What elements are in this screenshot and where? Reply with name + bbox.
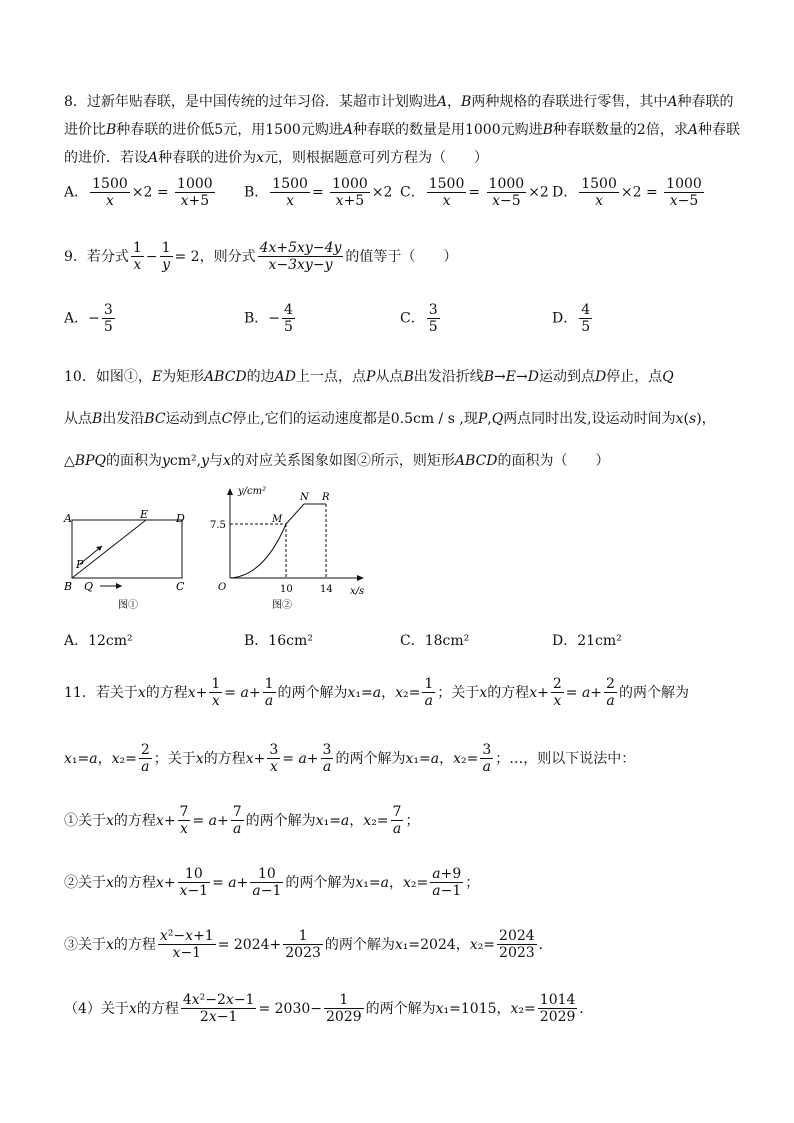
figure-2-graph [204,480,374,614]
option-c[interactable]: C．18cm² [400,633,470,649]
label-c: C [176,580,185,593]
option-a[interactable]: A．− $\frac{3}{5}$ [64,302,113,335]
option-b[interactable]: B． $\frac{1500}{x}$ = $\frac{1000}{x+5}$ ×2 [244,176,393,209]
label-r: R [322,492,330,503]
question-11-line1: 11．若关于x的方程x+ $\frac{1}{x}$ = a+ $\frac{1}{a}$ 的两个解为x₁=a，x₂= $\frac{1}{a}$ ；关于x的方程x+ $\frac{2}{x}$ = a+ $\frac{2}{a}$ 的两个解为 [64,676,689,709]
option-d[interactable]: D．21cm² [552,633,622,649]
label-b: B [64,580,73,593]
question-10-stem [64,356,744,482]
option-b[interactable]: B．− $\frac{4}{5}$ [244,302,293,335]
option-c[interactable]: C． $\frac{3}{5}$ [400,302,438,335]
q10-line2: 从点B出发沿BC运动到点C停止,它们的运动速度都是0.5cm / s ,现P,Q两点同时出发,设运动时间为x(s)， [64,411,716,427]
figure-2-caption: 图② [272,600,292,611]
option-a[interactable]: A． $\frac{1500}{x}$ ×2 = $\frac{1000}{x+5}$ [64,176,213,209]
question-8-options [64,176,744,212]
label-e: E [140,508,149,521]
figure-1-rectangle [60,506,200,614]
question-10-options [64,630,744,654]
question-11-line2: x₁=a，x₂= $\frac{2}{a}$ ；关于x的方程x+ $\frac{3}{x}$ = a+ $\frac{3}{a}$ 的两个解为x₁=a，x₂= $\frac{3}{a}$ ；…，则以下说法中： [64,742,636,775]
x-axis-label: x/s [350,586,365,597]
question-9-stem: 9．若分式 $\frac{1}{x}$ − $\frac{1}{y}$ = 2，则分式 $\frac{4x+5xy-4y}{x-3xy-y}$ 的值等于（ ） [64,240,458,273]
label-n: N [300,492,309,503]
tick-14: 14 [320,584,333,595]
question-8-stem: 8．过新年贴春联，是中国传统的过年习俗．某超市计划购进A，B两种规格的春联进行零售，其中A种春联的进价比B种春联的进价低5元，用1500元购进A种春联的数量是用1000元购进B种春联数量的2倍，求A种春联的进价．若设A种春联的进价为x元，则根据题意可列方程为（ ） [64,94,740,166]
tick-10: 10 [280,584,293,595]
statement-3: ③关于x的方程 $\frac{\text{x²−x+1}}{x-1}$ = 2024+ $\frac{1}{2023}$ 的两个解为x₁=2024，x₂= $\frac{2024}{2023}$ ． [64,928,553,961]
question-number: 8． [64,94,87,110]
q10-line3: △BPQ的面积为ycm²,y与x的对应关系图象如图②所示，则矩形ABCD的面积为（ ） [64,453,610,469]
option-d[interactable]: D． $\frac{4}{5}$ [552,302,591,335]
label-q: Q [84,580,94,593]
option-d[interactable]: D． $\frac{1500}{x}$ ×2 = $\frac{1000}{x-5}$ [552,176,702,209]
statement-1: ①关于x的方程x+ $\frac{7}{x}$ = a+ $\frac{7}{a}$ 的两个解为x₁=a，x₂= $\frac{7}{a}$ ； [64,804,420,837]
label-a: A [64,512,72,525]
label-d: D [176,512,185,525]
option-a[interactable]: A．12cm² [64,633,133,649]
figure-1-caption: 图① [118,600,138,611]
option-b[interactable]: B．16cm² [244,633,313,649]
label-p: P [76,558,84,571]
statement-2: ②关于x的方程x+ $\frac{10}{x-1}$ = a+ $\frac{10}{a-1}$ 的两个解为x₁=a，x₂= $\frac{a+9}{a-1}$ ； [64,866,480,899]
label-m: M [272,514,283,525]
question-9-options [64,302,744,338]
option-c[interactable]: C． $\frac{1500}{x}$ = $\frac{1000}{x-5}$ ×2 [400,176,549,209]
origin-label: O [218,582,227,593]
q10-line1: 10．如图①，E为矩形ABCD的边AD上一点，点P从点B出发沿折线B→E→D运动到点D停止，点Q [64,369,674,385]
y-axis-label: y/cm² [238,486,267,497]
tick-7-5: 7.5 [210,520,226,531]
statement-4: （4）关于x的方程 $\frac{\text{4x²−2x−1}}{2x-1}$ = 2030− $\frac{1}{2029}$ 的两个解为x₁=1015，x₂= $\frac{1014}{2029}$ ． [64,992,594,1025]
